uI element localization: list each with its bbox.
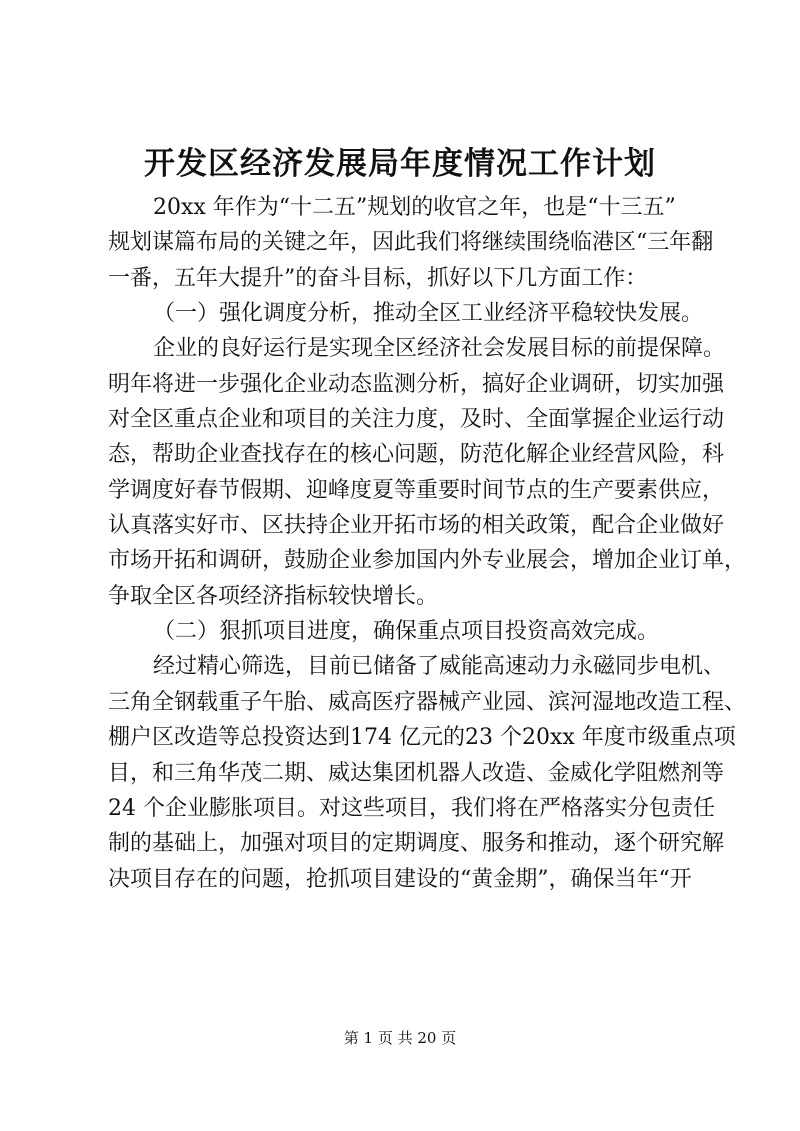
paragraph-line: 20xx 年作为“十二五”规划的收官之年，也是“十三五” <box>153 195 676 220</box>
paragraph-line: 一番，五年大提升”的奋斗目标，抓好以下几方面工作： <box>108 265 648 291</box>
section-heading: （一）强化调度分析，推动全区工业经济平稳较快发展。 <box>153 301 704 327</box>
paragraph-line: 决项目存在的问题，抢抓项目建设的“黄金期”，确保当年“开 <box>108 866 692 892</box>
paragraph-line: 争取全区各项经济指标较快增长。 <box>108 583 439 609</box>
document-body <box>108 190 747 897</box>
paragraph-line: 学调度好春节假期、迎峰度夏等重要时间节点的生产要素供应， <box>108 477 725 503</box>
paragraph-line: 棚户区改造等总投资达到174 亿元的23 个20xx 年度市级重点项 <box>108 725 736 751</box>
paragraph-line: 24 个企业膨胀项目。对这些项目，我们将在严格落实分包责任 <box>108 795 715 821</box>
paragraph-line: 三角全钢载重子午胎、威高医疗器械产业园、滨河湿地改造工程、 <box>108 689 747 715</box>
paragraph-line: 态，帮助企业查找存在的核心问题，防范化解企业经营风险，科 <box>108 442 725 468</box>
paragraph-line: 企业的良好运行是实现全区经济社会发展目标的前提保障。 <box>153 336 726 362</box>
paragraph-line: 规划谋篇布局的关键之年，因此我们将继续围绕临港区“三年翻 <box>108 230 714 256</box>
paragraph-line: 明年将进一步强化企业动态监测分析，搞好企业调研，切实加强 <box>108 371 725 397</box>
page-number-footer: 第 1 页 共 20 页 <box>343 1029 457 1047</box>
document-title: 开发区经济发展局年度情况工作计划 <box>144 146 656 182</box>
paragraph-line: 目，和三角华茂二期、威达集团机器人改造、金威化学阻燃剂等 <box>108 760 725 786</box>
paragraph-line: 市场开拓和调研，鼓励企业参加国内外专业展会，增加企业订单， <box>108 548 747 574</box>
paragraph-line: 对全区重点企业和项目的关注力度，及时、全面掌握企业运行动 <box>108 407 725 433</box>
section-heading: （二）狠抓项目进度，确保重点项目投资高效完成。 <box>153 619 660 645</box>
paragraph-line: 制的基础上，加强对项目的定期调度、服务和推动，逐个研究解 <box>108 831 725 857</box>
paragraph-line: 经过精心筛选，目前已储备了威能高速动力永磁同步电机、 <box>153 654 726 680</box>
paragraph-line: 认真落实好市、区扶持企业开拓市场的相关政策，配合企业做好 <box>108 513 725 539</box>
